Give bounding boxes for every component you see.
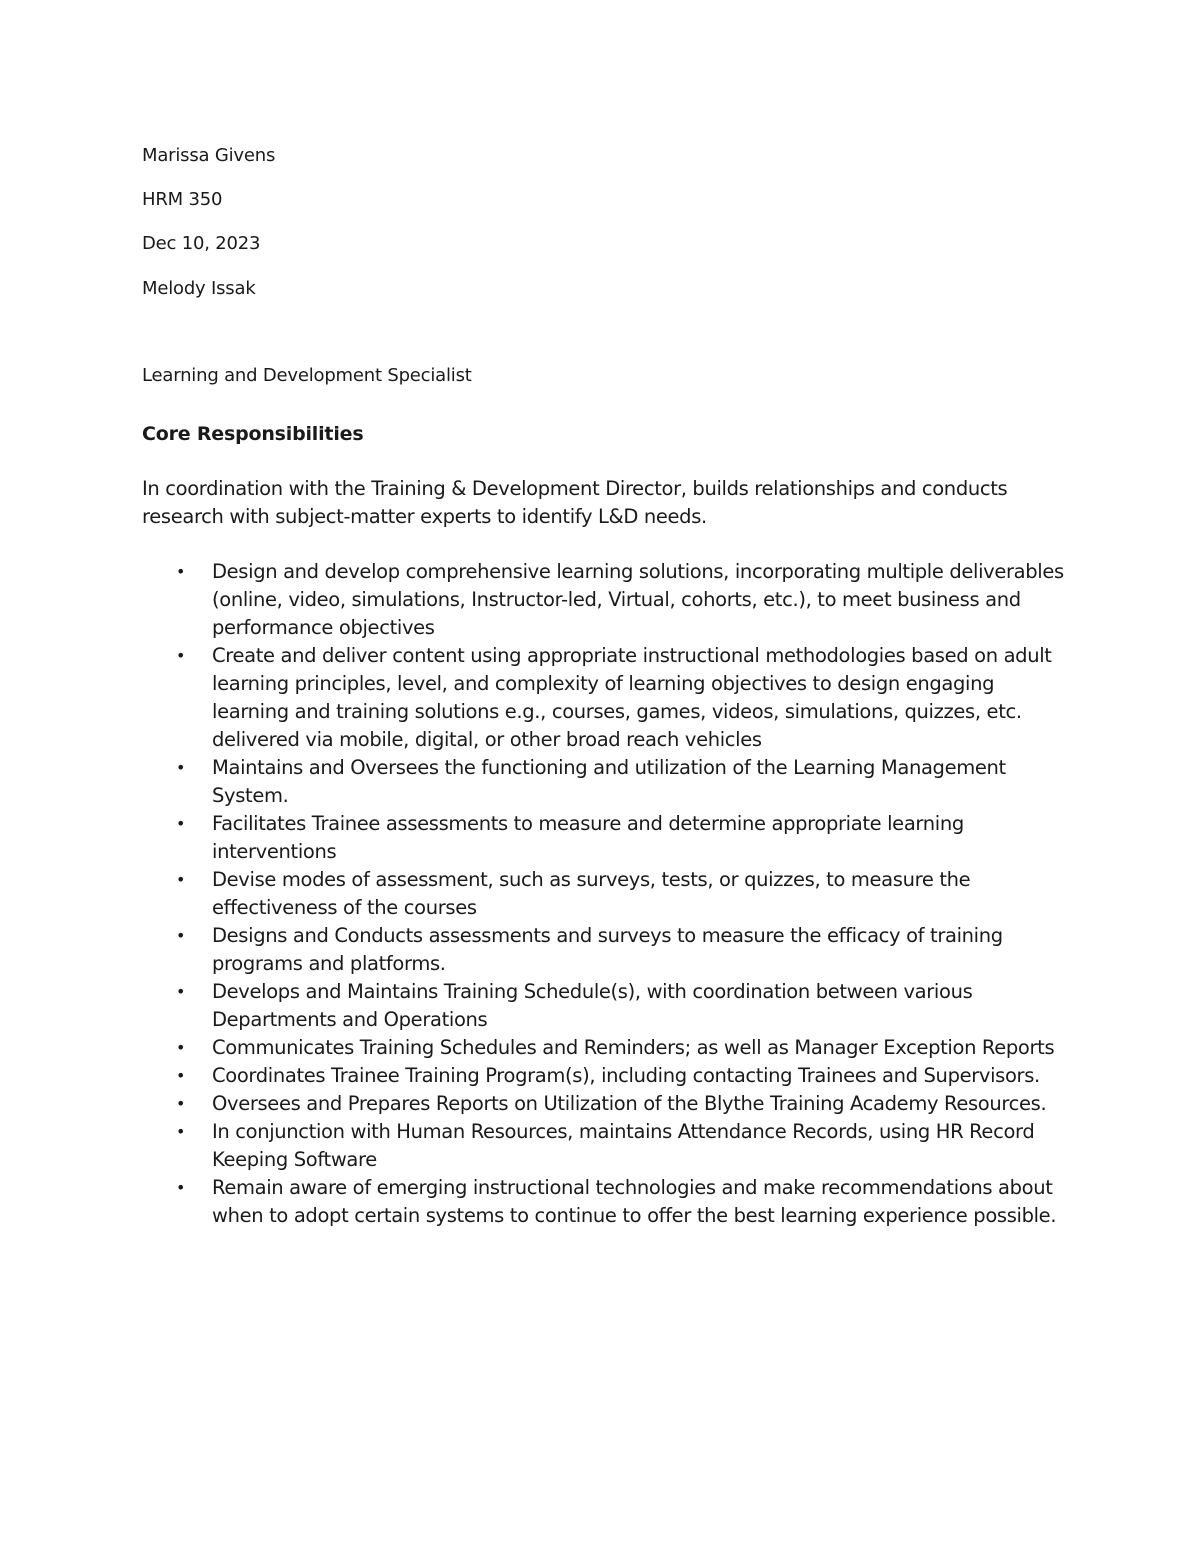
list-item xyxy=(142,922,1072,978)
bullet-icon: • xyxy=(176,1094,186,1113)
job-title: Learning and Development Specialist xyxy=(142,365,472,386)
bullet-icon: • xyxy=(176,814,186,833)
bullet-icon: • xyxy=(176,1178,186,1197)
intro-paragraph: In coordination with the Training & Development Director, builds relationships and conducts research with subject-matter experts to identify L&D needs. xyxy=(142,477,1008,528)
bullet-icon: • xyxy=(176,1066,186,1085)
list-item xyxy=(142,642,1072,754)
list-item-text: Designs and Conducts assessments and surveys to measure the efficacy of training programs and platforms. xyxy=(212,924,1003,975)
list-item xyxy=(142,1174,1072,1230)
document-date: Dec 10, 2023 xyxy=(142,233,261,254)
bullet-icon: • xyxy=(176,646,186,665)
list-item-text: Design and develop comprehensive learning solutions, incorporating multiple deliverables (online, video, simulations, Instructor-led, Virtual, cohorts, etc.), to meet business and performance objectives xyxy=(212,560,1064,639)
list-item-text: Oversees and Prepares Reports on Utilization of the Blythe Training Academy Resources. xyxy=(212,1092,1047,1115)
bullet-icon: • xyxy=(176,1122,186,1141)
list-item xyxy=(142,866,1072,922)
bullet-icon: • xyxy=(176,870,186,889)
section-heading: Core Responsibilities xyxy=(142,423,364,445)
responsibilities-list xyxy=(142,558,1072,1230)
list-item-text: Facilitates Trainee assessments to measure and determine appropriate learning interventions xyxy=(212,812,964,863)
list-item-text: Communicates Training Schedules and Reminders; as well as Manager Exception Reports xyxy=(212,1036,1055,1059)
list-item-text: Develops and Maintains Training Schedule(s), with coordination between various Departments and Operations xyxy=(212,980,973,1031)
list-item xyxy=(142,978,1072,1034)
list-item xyxy=(142,810,1072,866)
instructor-name: Melody Issak xyxy=(142,278,256,299)
bullet-icon: • xyxy=(176,982,186,1001)
list-item-text: Maintains and Oversees the functioning and utilization of the Learning Management System. xyxy=(212,756,1006,807)
list-item xyxy=(142,1118,1072,1174)
list-item-text: Remain aware of emerging instructional technologies and make recommendations about when to adopt certain systems to continue to offer the best learning experience possible. xyxy=(212,1176,1057,1227)
author-name: Marissa Givens xyxy=(142,145,276,166)
list-item xyxy=(142,1090,1072,1118)
list-item xyxy=(142,754,1072,810)
bullet-icon: • xyxy=(176,562,186,581)
list-item-text: Coordinates Trainee Training Program(s), including contacting Trainees and Supervisors. xyxy=(212,1064,1040,1087)
list-item xyxy=(142,1062,1072,1090)
bullet-icon: • xyxy=(176,1038,186,1057)
bullet-icon: • xyxy=(176,926,186,945)
list-item xyxy=(142,558,1072,642)
list-item xyxy=(142,1034,1072,1062)
bullet-icon: • xyxy=(176,758,186,777)
list-item-text: Create and deliver content using appropriate instructional methodologies based on adult learning principles, level, and complexity of learning objectives to design engaging learning and training solutions e.g., courses, games, videos, simulations, quizzes, etc. delivered via mobile, digital, or other broad reach vehicles xyxy=(212,644,1052,751)
list-item-text: In conjunction with Human Resources, maintains Attendance Records, using HR Record Keeping Software xyxy=(212,1120,1035,1171)
list-item-text: Devise modes of assessment, such as surveys, tests, or quizzes, to measure the effectiveness of the courses xyxy=(212,868,971,919)
course-code: HRM 350 xyxy=(142,189,223,210)
